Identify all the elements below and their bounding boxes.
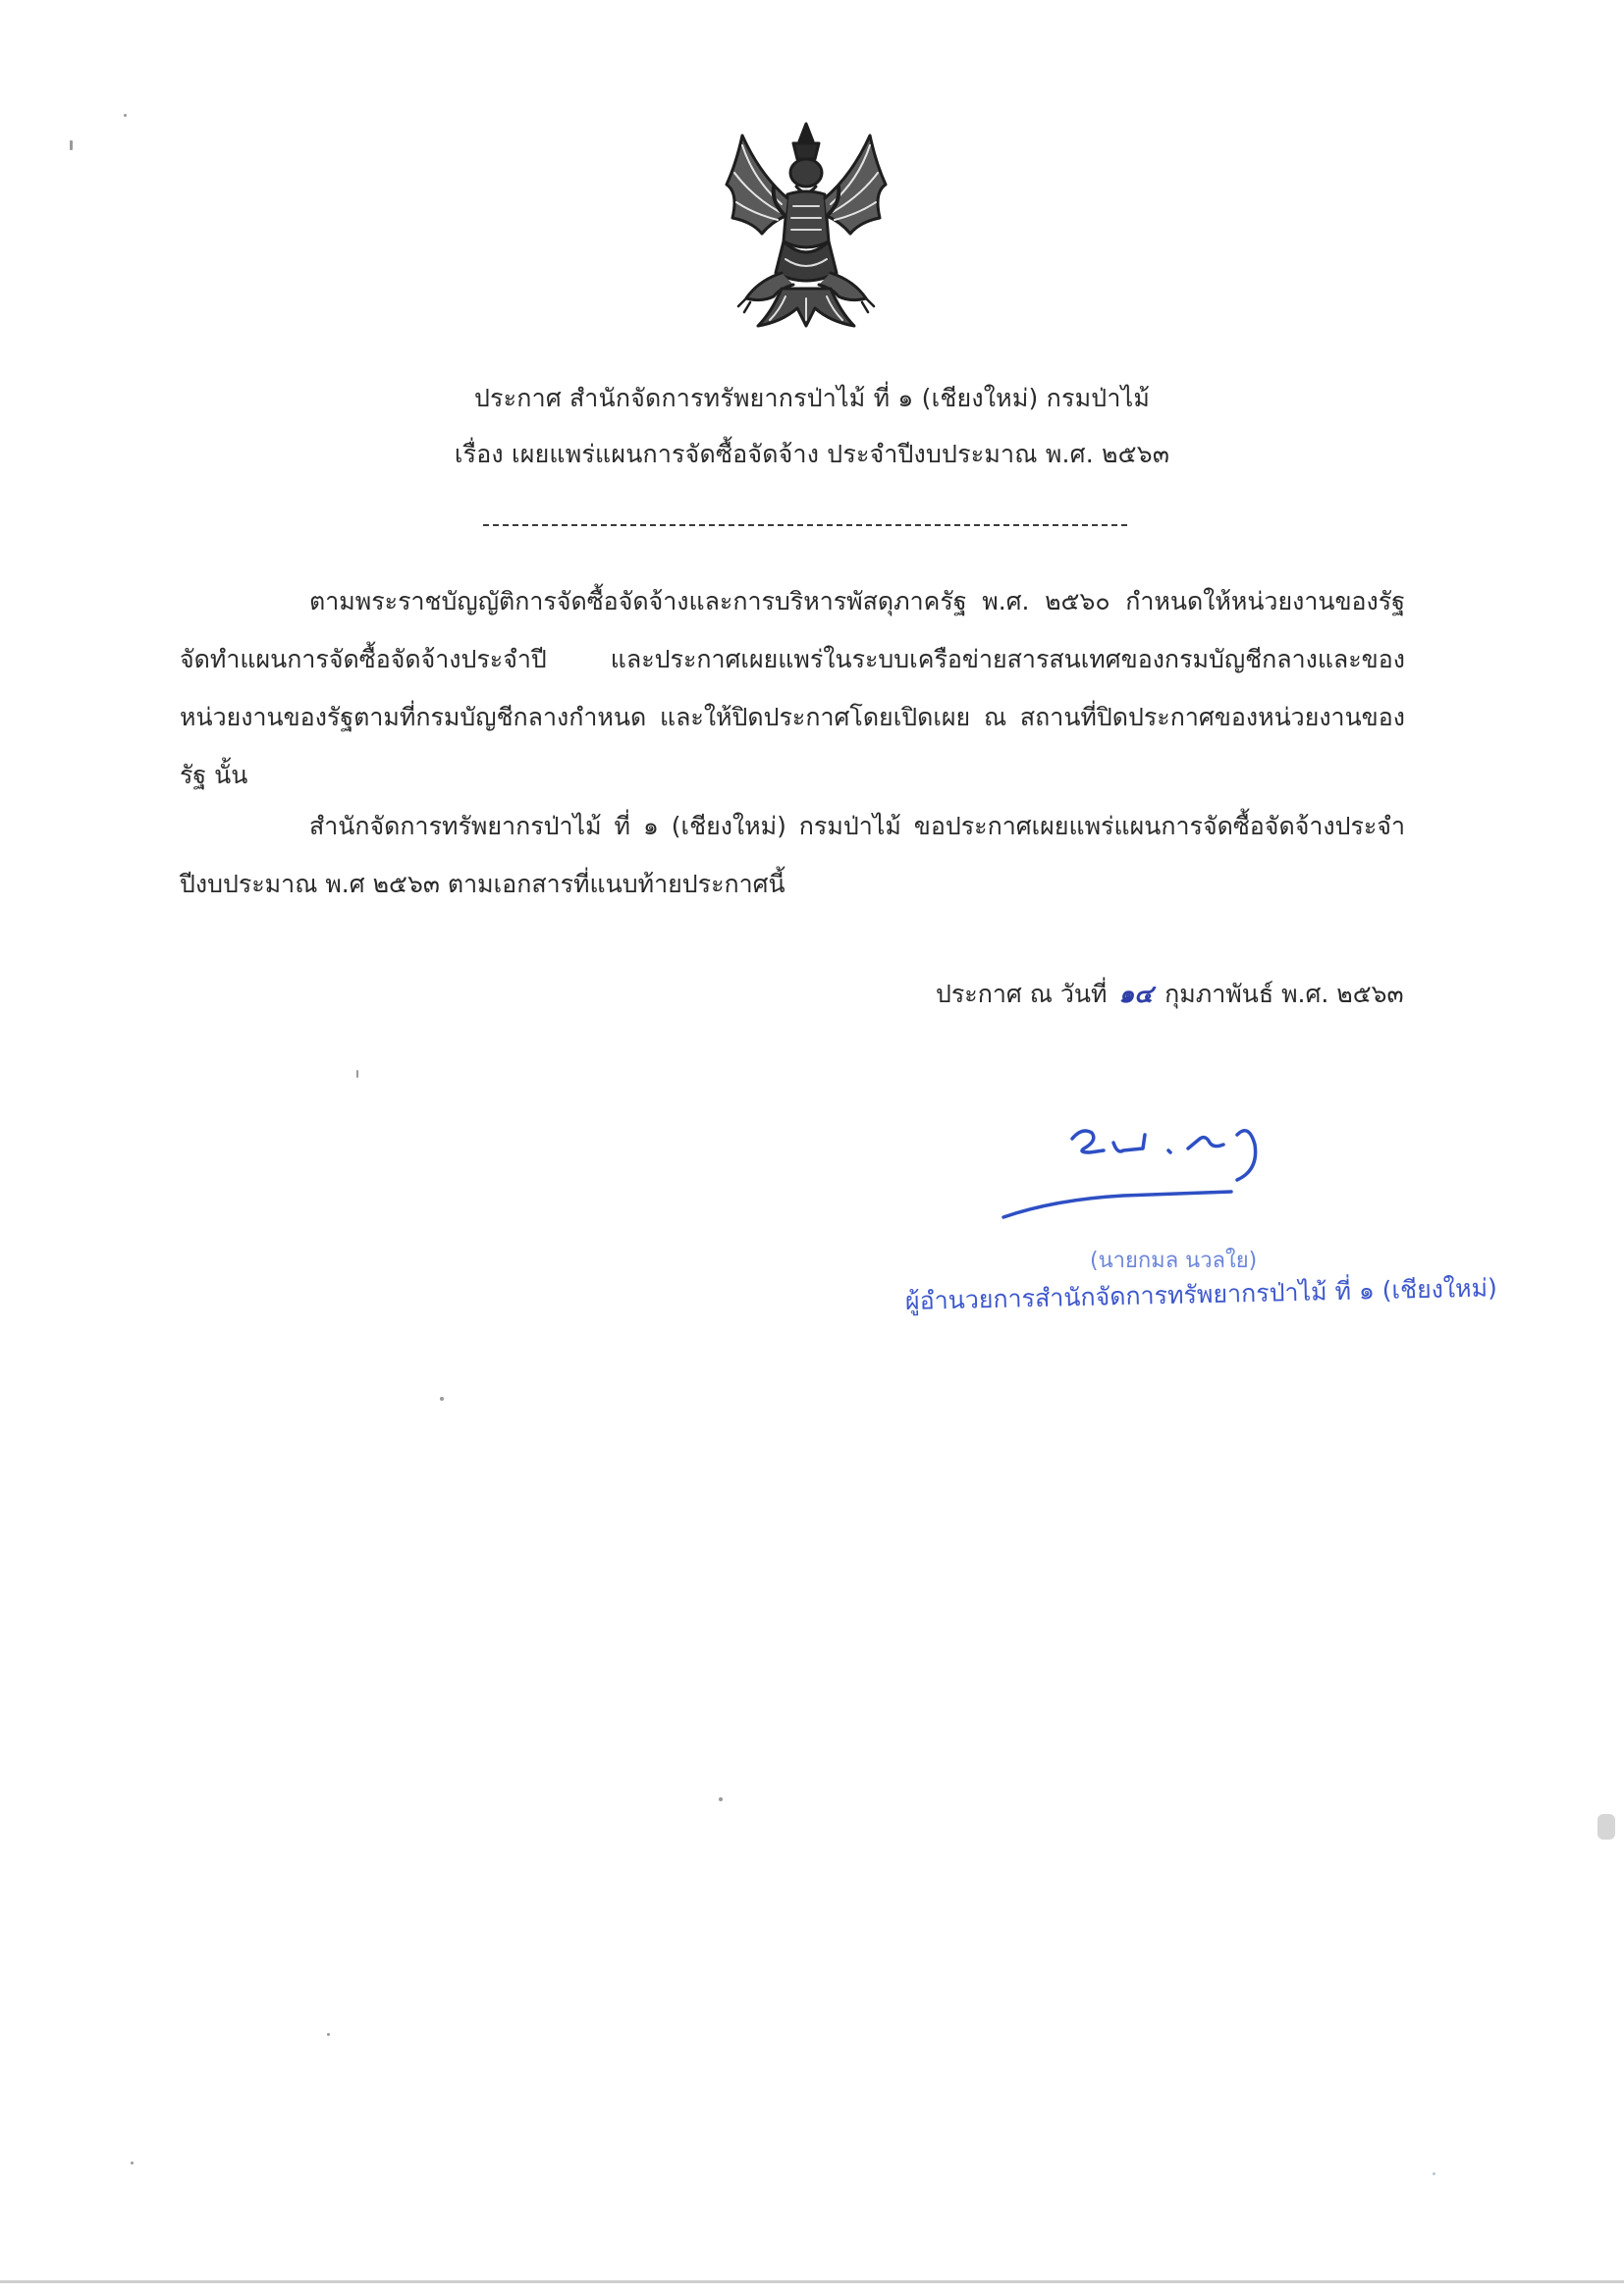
handwritten-signature-icon — [996, 1115, 1310, 1229]
dashed-divider — [483, 524, 1127, 526]
scan-speck — [356, 1070, 358, 1078]
announcement-subject: เรื่อง เผยแพร่แผนการจัดซื้อจัดจ้าง ประจำปีงบประมาณ พ.ศ. ๒๕๖๓ — [454, 440, 1170, 468]
body-paragraph-1 — [180, 572, 1405, 804]
body-paragraph-1-text: ตามพระราชบัญญัติการจัดซื้อจัดจ้างและการบริหารพัสดุภาครัฐ พ.ศ. ๒๕๖๐ กำหนดให้หน่วยงานของรัฐจัดทำแผนการจัดซื้อจัดจ้างประจำปี และประกาศเผยแพร่ในระบบเครือข่ายสารสนเทศของกรมบัญชีกลางและของหน่วยงานของรัฐตามที่กรมบัญชีกลางกำหนด และให้ปิดประกาศโดยเปิดเผย ณ สถานที่ปิดประกาศของหน่วยงานของรัฐ นั้น — [180, 587, 1405, 789]
date-month-year: กุมภาพันธ์ พ.ศ. ๒๕๖๓ — [1164, 980, 1404, 1008]
scan-edge-line — [0, 2280, 1624, 2283]
scan-speck — [70, 140, 73, 150]
scan-speck — [1597, 1814, 1615, 1840]
announcement-date — [936, 975, 1404, 1014]
scan-speck — [327, 2033, 330, 2036]
scan-speck — [124, 114, 127, 117]
body-paragraph-2-text: สำนักจัดการทรัพยากรป่าไม้ ที่ ๑ (เชียงใหม่) กรมป่าไม้ ขอประกาศเผยแพร่แผนการจัดซื้อจัดจ้างประจำปีงบประมาณ พ.ศ ๒๕๖๓ ตามเอกสารที่แนบท้ายประกาศนี้ — [180, 812, 1405, 898]
scan-speck — [1433, 2172, 1435, 2175]
scan-speck — [719, 1797, 723, 1801]
signer-name: (นายกมล นวลใย) — [1090, 1249, 1258, 1273]
garuda-emblem-icon — [703, 116, 909, 334]
date-day-handwritten: ๑๔ — [1118, 980, 1154, 1008]
body-paragraph-2 — [180, 797, 1405, 913]
scan-speck — [440, 1397, 444, 1401]
announcement-title: ประกาศ สำนักจัดการทรัพยากรป่าไม้ ที่ ๑ (เชียงใหม่) กรมป่าไม้ — [473, 384, 1151, 412]
signer-title: ผู้อำนวยการสำนักจัดการทรัพยากรป่าไม้ ที่ ๑ (เชียงใหม่) — [904, 1273, 1498, 1315]
date-prefix: ประกาศ ณ วันที่ — [936, 980, 1108, 1008]
scan-speck — [131, 2162, 134, 2164]
